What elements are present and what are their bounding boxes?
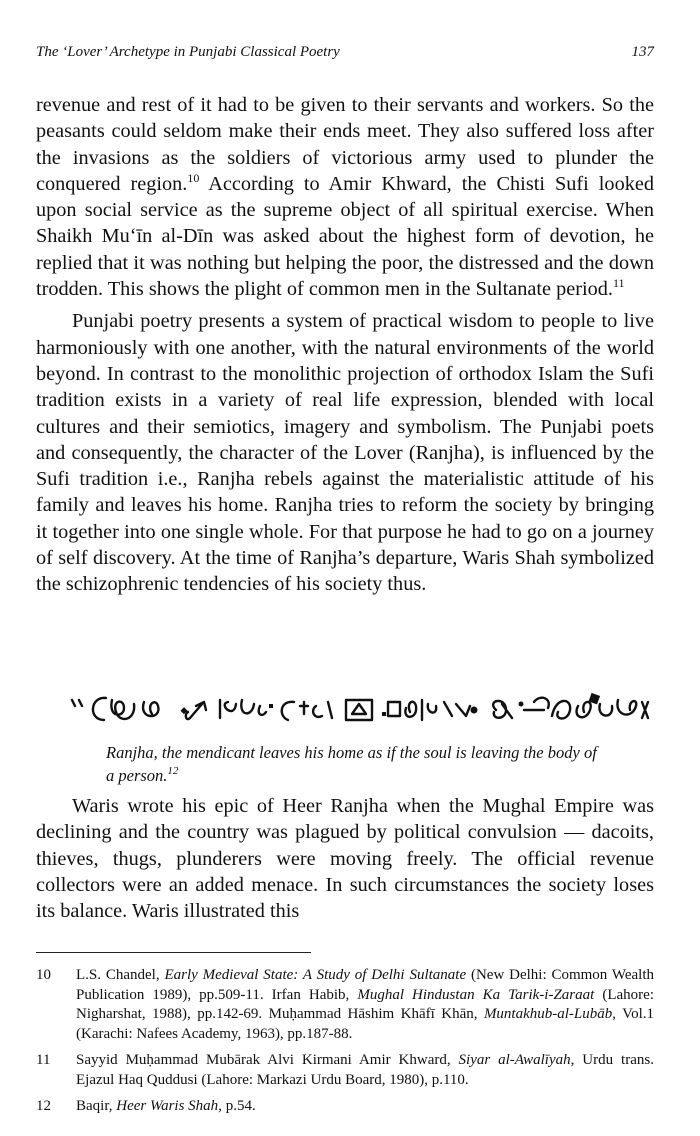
- footnote-number: 12: [36, 1098, 51, 1114]
- footnote-text: [76, 1051, 654, 1090]
- paragraph-3: Waris wrote his epic of Heer Ranjha when the Mughal Empire was declining and the country was plagued by political convulsion — dacoits, thieves, thugs, plunderers were moving freely. The official revenue collectors were an added menace. In such circumstances the society loses its balance. Waris illustrated this: [36, 795, 654, 923]
- punjabi-verse-image: [66, 690, 656, 730]
- footnote-title: Siyar al-Awalīyah: [458, 1052, 571, 1068]
- footnote-title: Heer Waris Shah: [116, 1098, 219, 1114]
- footnote-number: 10: [36, 967, 51, 983]
- footnote-text-part: (New Delhi: Common Wealth Publication 1989), pp.509-11. Irfan Habib,: [76, 967, 654, 1003]
- paragraph-1: [36, 92, 654, 302]
- verse-translation-text: Ranjha, the mendicant leaves his home as if the soul is leaving the body of a person.: [106, 743, 597, 785]
- footnote-text-part: , Vol.1 (Karachi: Nafees Academy, 1963), pp.187-88.: [76, 1006, 655, 1042]
- footnote-11: [36, 1051, 654, 1090]
- footnote-text-part: Baqir,: [76, 1098, 117, 1114]
- footnote-12: [36, 1097, 654, 1117]
- footnote-ref-11[interactable]: 11: [613, 276, 625, 291]
- footnote-text-part: , Urdu trans. Ejazul Haq Quddusi (Lahore: Markazi Urdu Board, 1980), p.110.: [76, 1052, 654, 1088]
- footnote-title: Mughal Hindustan Ka Tarik-i-Zaraat: [357, 986, 595, 1003]
- paragraph-1-part-b: According to Amir Khward, the Chisti Sufi looked upon social service as the supreme object of all spiritual exercise. When Shaikh Mu‘īn al-Dīn was asked about the highest form of devotion, he replied that it was nothing but helping the poor, the distressed and the down trodden. This shows the plight of common men in the Sultanate period.: [36, 172, 654, 301]
- footnote-10: [36, 966, 654, 1044]
- paragraph-2: Punjabi poetry presents a system of practical wisdom to people to live harmoniously with one another, with the natural environments of the world beyond. In contrast to the monolithic projection of orthodox Islam the Sufi tradition exists in a variety of real life expression, blended with local cultures and their semiotics, imagery and symbolism. The Punjabi poets and consequently, the character of the Lover (Ranjha), is influenced by the Sufi tradition i.e., Ranjha rebels against the materialistic attitude of his family and leaves his home. Ranjha tries to reform the society by bringing it together into one single whole. For that purpose he had to go on a journey of self discovery. At the time of Ranjha’s departure, Waris Shah symbolized the schizophrenic tendencies of his society thus.: [36, 310, 654, 596]
- body-text: [36, 92, 654, 598]
- verse-translation: [106, 742, 606, 787]
- footnote-ref-12[interactable]: 12: [167, 764, 179, 777]
- footnote-number: 11: [36, 1052, 51, 1068]
- paragraph-1-part-a: revenue and rest of it had to be given to their servants and workers. So the peasants could seldom make their ends meet. They also suffered loss after the invasions as the soldiers of victorious army used to plunder the conquered region.: [36, 94, 654, 195]
- footnote-text-part: L.S. Chandel,: [76, 967, 165, 983]
- footnote-text-part: , p.54.: [218, 1098, 256, 1114]
- footnote-ref-10[interactable]: 10: [187, 170, 200, 185]
- footnote-text: [76, 966, 654, 1044]
- body-text-continued: [36, 793, 654, 924]
- footnote-text-part: (Lahore: Nigharshat, 1988), pp.142-69. Muḥammad Hāshim Khāfī Khān,: [76, 986, 655, 1022]
- header-title: The ‘Lover’ Archetype in Punjabi Classical Poetry: [36, 44, 340, 60]
- footnote-title: Muntakhub-al-Lubāb: [483, 1006, 613, 1022]
- footnotes: [36, 966, 654, 1124]
- footnote-title: Early Medieval State: A Study of Delhi Sultanate: [164, 967, 467, 983]
- running-header: [36, 44, 654, 61]
- page-number: 137: [631, 44, 654, 60]
- footnote-text: [76, 1097, 654, 1117]
- footnote-divider: [36, 952, 311, 953]
- footnote-text-part: Sayyid Muḥammad Mubārak Alvi Kirmani Amir Khward,: [76, 1052, 459, 1068]
